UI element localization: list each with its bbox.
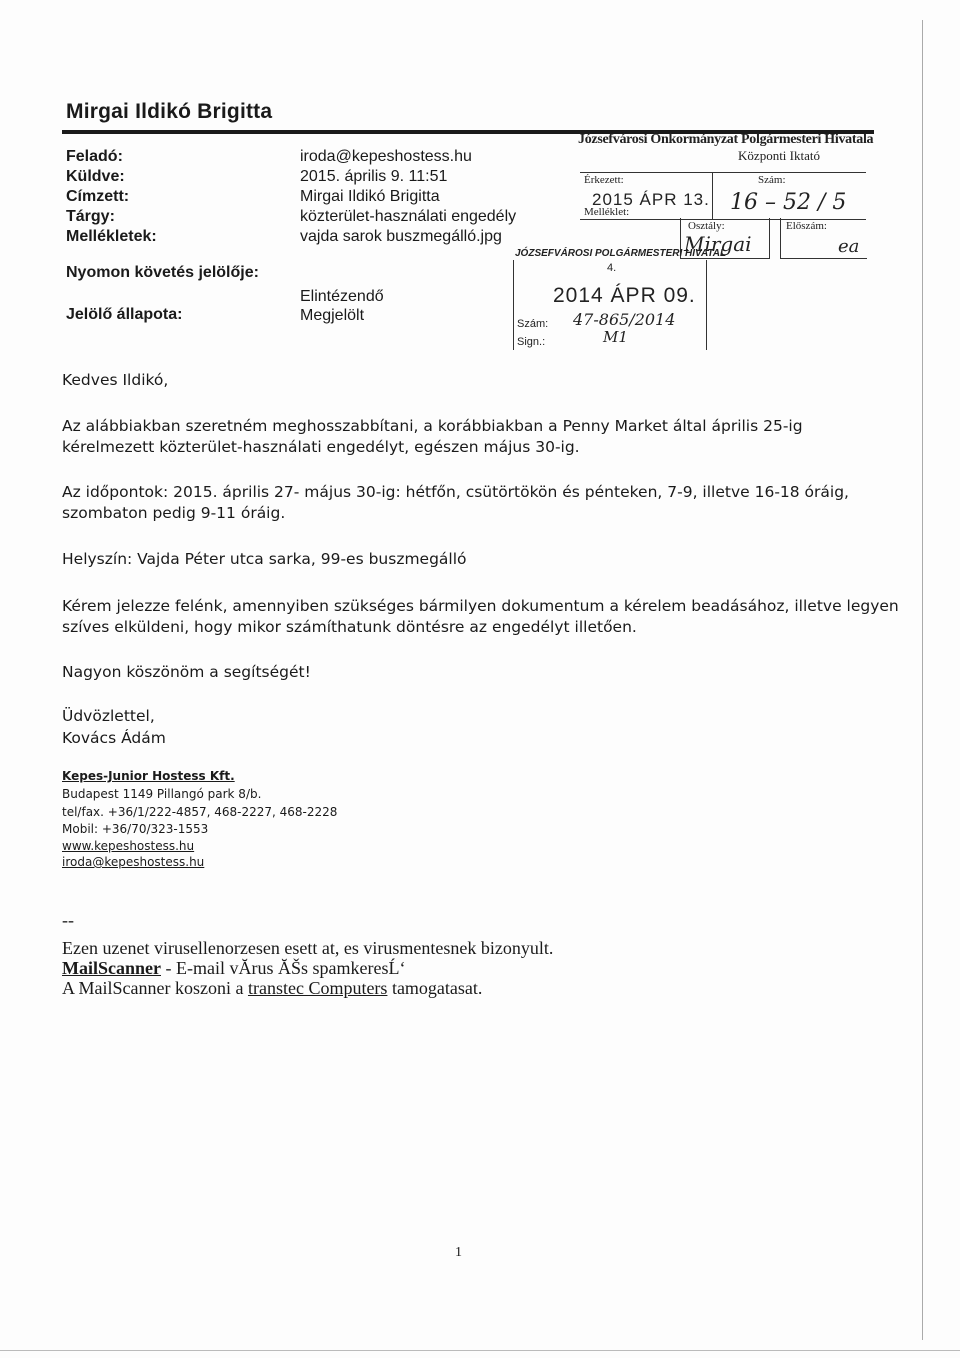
mayor-office-stamp — [513, 248, 727, 350]
paragraph-1-line-2: kérelmezett közterület-használati engedélyt, egészen május 30-ig. — [62, 438, 580, 456]
sent-label: Küldve: — [66, 168, 125, 185]
to-label: Címzett: — [66, 188, 130, 205]
to-value: Mirgai Ildikó Brigitta — [300, 188, 440, 205]
mailscanner-line-rest: - E-mail vĂrus ĂŠs spamkeresĹ‘ — [161, 958, 406, 978]
handwritten-name: Mirgai — [684, 232, 752, 256]
from-label: Feladó: — [66, 148, 123, 165]
thanks-paragraph: Nagyon köszönöm a segítségét! — [62, 663, 311, 681]
registry-stamp-header: Józsefvárosi Önkormányzat Polgármesteri Hivatala — [578, 132, 874, 147]
follow-up-label: Nyomon követés jelölője: — [66, 264, 259, 281]
footer-thanks-b: tamogatasat. — [387, 978, 483, 998]
registry-number: 16 – 52 / 5 — [730, 190, 847, 215]
signature-mobile: Mobil: +36/70/323-1553 — [62, 822, 209, 836]
mayor-stamp-header: JÓZSEFVÁROSI POLGÁRMESTERI HIVATAL — [515, 248, 727, 259]
department-label: Osztály: — [688, 220, 725, 232]
sender-name: Kovács Ádám — [62, 729, 166, 747]
registry-stamp-grid — [580, 172, 868, 260]
handwritten-initials: ea — [838, 236, 860, 257]
attachment-label: Melléklet: — [584, 206, 630, 218]
received-label: Érkezett: — [584, 174, 624, 186]
mayor-stamp-szam-value: 47-865/2014 — [573, 310, 676, 329]
flag-due-value: Elintézendő — [300, 288, 384, 305]
paragraph-4-line-2: szíves elküldeni, hogy mikor számíthatunk döntésre az engedélyt illetően. — [62, 618, 637, 636]
paragraph-2-line-2: szombaton pedig 9-11 óráig. — [62, 504, 286, 522]
flag-status-value: Megjelölt — [300, 307, 365, 324]
closing: Üdvözlettel, — [62, 707, 155, 725]
footer-mailscanner-line — [62, 958, 405, 978]
registry-stamp-subheader: Központi Iktató — [738, 148, 820, 163]
number-label: Szám: — [758, 174, 786, 186]
mailscanner-link[interactable]: MailScanner — [62, 958, 161, 978]
attachments-value: vajda sarok buszmegálló.jpg — [300, 228, 502, 245]
signature-phone: tel/fax. +36/1/222-4857, 468-2227, 468-2228 — [62, 805, 338, 819]
email-title: Mirgai Ildikó Brigitta — [66, 100, 273, 123]
footer-thanks-line — [62, 978, 482, 998]
signature-address: Budapest 1149 Pillangó park 8/b. — [62, 787, 262, 801]
footer-thanks-a: A MailScanner koszoni a — [62, 978, 248, 998]
mayor-stamp-sign-label: Sign.: — [517, 336, 546, 348]
subject-label: Tárgy: — [66, 208, 115, 225]
sent-value: 2015. április 9. 11:51 — [300, 168, 448, 185]
scan-bottom-line — [0, 1350, 960, 1351]
received-date: 2015 ÁPR 13. — [592, 190, 710, 209]
flag-status-label: Jelölő állapota: — [66, 306, 183, 323]
footer-virus-line: Ezen uzenet virusellenorzesen esett at, es virusmentesnek bizonyult. — [62, 938, 554, 958]
mayor-stamp-sign-value: M1 — [603, 328, 628, 346]
paragraph-4-line-1: Kérem jelezze felénk, amennyiben szükséges bármilyen dokumentum a kérelem beadásához, illetve legyen — [62, 597, 899, 615]
transtec-link[interactable]: transtec Computers — [247, 978, 388, 998]
paragraph-1-line-1: Az alábbiakban szeretném meghosszabbítani, a korábbiakban a Penny Market által április 25-ig — [62, 417, 803, 435]
scan-edge-line — [922, 20, 923, 1340]
mayor-stamp-date: 2014 ÁPR 09. — [553, 284, 696, 307]
footer-dashes: -- — [62, 910, 74, 930]
subject-value: közterület-használati engedély — [300, 208, 517, 225]
paragraph-2-line-1: Az időpontok: 2015. április 27- május 30-ig: hétfőn, csütörtökön és pénteken, 7-9, illetve 16-18 óráig, — [62, 483, 849, 501]
attachments-label: Mellékletek: — [66, 228, 157, 245]
page-number: 1 — [455, 1245, 462, 1260]
prefix-label: Előszám: — [786, 220, 827, 232]
mayor-stamp-szam-label: Szám: — [517, 318, 549, 330]
greeting: Kedves Ildikó, — [62, 371, 169, 389]
location-paragraph: Helyszín: Vajda Péter utca sarka, 99-es buszmegálló — [62, 550, 467, 568]
from-value: iroda@kepeshostess.hu — [300, 148, 472, 165]
mayor-stamp-number: 4. — [607, 262, 617, 274]
signature-company: Kepes-Junior Hostess Kft. — [62, 769, 235, 783]
signature-email-link[interactable]: iroda@kepeshostess.hu — [62, 855, 205, 869]
signature-web-link[interactable]: www.kepeshostess.hu — [62, 839, 195, 853]
